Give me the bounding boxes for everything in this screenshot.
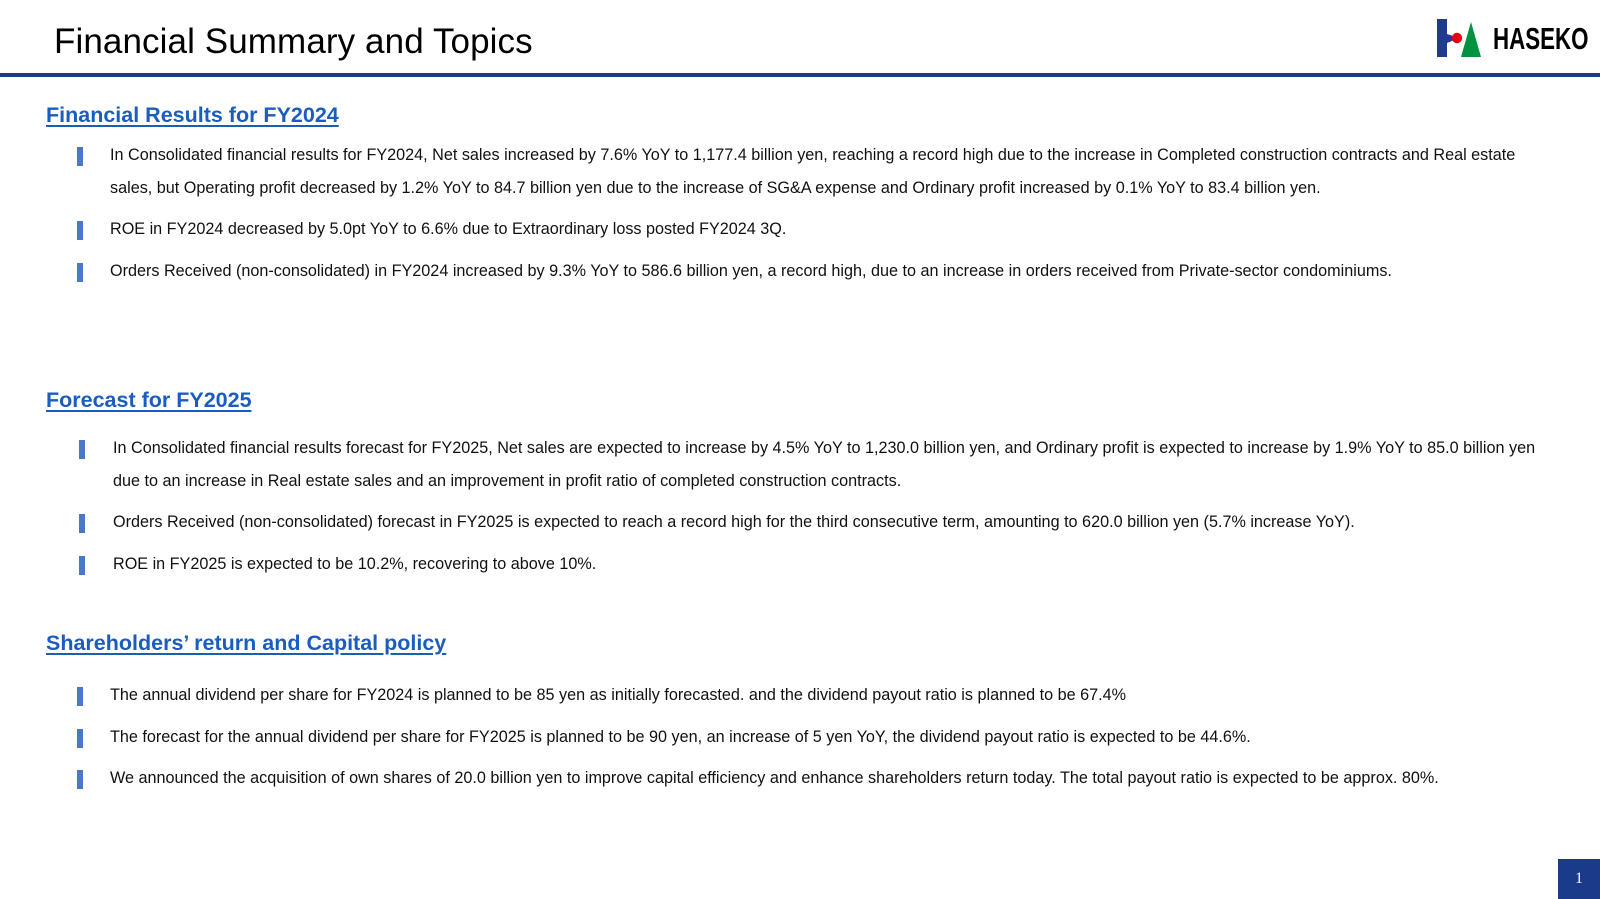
list-item-text: ROE in FY2024 decreased by 5.0pt YoY to 6.6% due to Extraordinary loss posted FY2024 3Q. <box>110 220 787 238</box>
section-heading[interactable]: Forecast for FY2025 <box>46 388 252 412</box>
section-forecast <box>46 388 1546 589</box>
list-item-text: The forecast for the annual dividend per share for FY2025 is planned to be 90 yen, an increase of 5 yen YoY, the dividend payout ratio is expected to be 44.6%. <box>110 727 1251 746</box>
page-number: 1 <box>1558 859 1600 899</box>
list-item <box>46 548 1546 581</box>
list-item <box>46 213 1546 246</box>
list-item <box>46 255 1546 288</box>
list-item <box>46 721 1546 754</box>
logo-navy-bar <box>1437 19 1447 57</box>
list-item-text: In Consolidated financial results forecast for FY2025, Net sales are expected to increase by 4.5% YoY to 1,230.0 billion yen, and Ordinary profit is expected to increase by 1.9% YoY to 85.0 billion yen due to an increase in Real estate sales and an improvement in profit ratio of completed construction contracts. <box>113 439 1536 490</box>
list-item <box>46 139 1546 204</box>
bullet-marker-icon <box>77 687 83 706</box>
list-item-text: ROE in FY2025 is expected to be 10.2%, recovering to above 10%. <box>113 554 597 573</box>
list-item <box>46 432 1546 497</box>
bullet-marker-icon <box>77 221 83 240</box>
section-financial-results <box>46 103 1546 296</box>
bullet-list <box>46 139 1546 287</box>
logo-green-peak <box>1461 22 1481 57</box>
section-heading[interactable]: Financial Results for FY2024 <box>46 103 339 127</box>
logo-wordmark: HASEKO <box>1493 20 1589 56</box>
page-title: Financial Summary and Topics <box>54 22 533 61</box>
logo-red-dot <box>1452 33 1462 43</box>
section-heading[interactable]: Shareholders’ return and Capital policy <box>46 631 447 655</box>
haseko-logo <box>1437 18 1600 58</box>
list-item-text: Orders Received (non-consolidated) forecast in FY2025 is expected to reach a record high for the third consecutive term, amounting to 620.0 billion yen (5.7% increase YoY). <box>113 513 1355 531</box>
bullet-marker-icon <box>77 770 83 789</box>
list-item-text: We announced the acquisition of own shares of 20.0 billion yen to improve capital efficiency and enhance shareholders return today. The total payout ratio is expected to be approx. 80%. <box>110 769 1439 787</box>
list-item-text: In Consolidated financial results for FY2024, Net sales increased by 7.6% YoY to 1,177.4 billion yen, reaching a record high due to the increase in Completed construction contracts and Real estate sales, but Operating profit decreased by 1.2% YoY to 84.7 billion yen due to the increase of SG&A expense and Ordinary profit increased by 0.1% YoY to 83.4 billion yen. <box>110 146 1516 197</box>
bullet-list <box>46 679 1546 795</box>
list-item <box>46 762 1546 795</box>
bullet-marker-icon <box>79 440 85 459</box>
bullet-marker-icon <box>79 556 85 575</box>
bullet-marker-icon <box>77 147 83 166</box>
list-item <box>46 506 1546 539</box>
bullet-list <box>46 432 1546 580</box>
list-item-text: The annual dividend per share for FY2024 is planned to be 85 yen as initially forecasted. and the dividend payout ratio is planned to be 67.4% <box>110 686 1126 704</box>
section-shareholders-return <box>46 631 1546 804</box>
bullet-marker-icon <box>77 263 83 282</box>
haseko-logo-mark-icon <box>1437 19 1481 57</box>
list-item <box>46 679 1546 712</box>
title-rule <box>0 73 1600 77</box>
list-item-text: Orders Received (non-consolidated) in FY2024 increased by 9.3% YoY to 586.6 billion yen, a record high, due to an increase in orders received from Private-sector condominiums. <box>110 261 1392 280</box>
bullet-marker-icon <box>79 514 85 533</box>
bullet-marker-icon <box>77 729 83 748</box>
